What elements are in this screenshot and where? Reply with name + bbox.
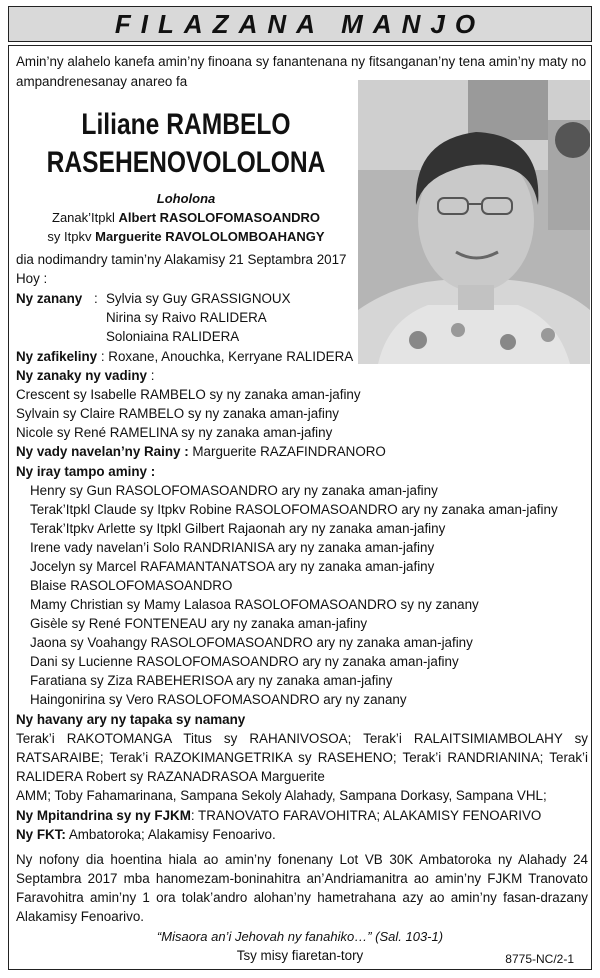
stepchildren-heading (16, 366, 154, 385)
header-title: FILAZANA MANJO (114, 9, 486, 39)
mother-line (16, 228, 356, 246)
grandchildren-line (16, 347, 353, 366)
rainy-spouse-label: Ny vady navelan’ny Rainy : (16, 444, 189, 459)
portrait-image (358, 80, 590, 364)
fkt-label: Ny FKT: (16, 827, 66, 842)
closing-sign: Tsy misy fiaretan-tory (236, 948, 364, 963)
fkt-line (16, 825, 276, 844)
sibling-item: Jaona sy Voahangy RASOLOFOMASOANDRO ary ny zanaka aman-jafiny (30, 635, 473, 650)
child-item: Soloniaina RALIDERA (106, 329, 240, 344)
child-item: Sylvia sy Guy GRASSIGNOUX (106, 291, 291, 306)
portrait-photo (358, 80, 590, 364)
death-notice: dia nodimandry tamin’ny Alakamisy 21 Septambra 2017 (16, 252, 347, 267)
rainy-spouse-value: Marguerite RAZAFINDRANORO (188, 444, 386, 459)
sibling-item: Blaise RASOLOFOMASOANDRO (30, 578, 233, 593)
sibling-item: Gisèle sy René FONTENEAU ary ny zanaka aman-jafiny (30, 616, 368, 631)
fkt-value: Ambatoroka; Alakamisy Fenoarivo. (65, 827, 276, 842)
scripture-quote (0, 929, 600, 944)
sibling-item: Mamy Christian sy Mamy Lalasoa RASOLOFOMASOANDRO sy ny zanany (30, 597, 479, 612)
fjkm-label: Ny Mpitandrina sy ny FJKM (16, 808, 191, 823)
sibling-item: Faratiana sy Ziza RABEHERISOA ary ny zanaka aman-jafiny (30, 673, 393, 688)
mother-prefix: sy Itpkv (47, 229, 92, 244)
father-line (16, 209, 356, 227)
relatives-label: Ny havany ary ny tapaka sy namany (16, 712, 246, 727)
father-name: Albert RASOLOFOMASOANDRO (118, 210, 320, 225)
stepchild-item: Sylvain sy Claire RAMBELO sy ny zanaka aman-jafiny (16, 406, 339, 421)
sibling-item: Irene vady navelan’i Solo RANDRIANISA ary ny zanaka aman-jafiny (30, 540, 435, 555)
grandchildren-value: : Roxane, Anouchka, Kerryane RALIDERA (97, 349, 354, 364)
deceased-name-line2: RASEHENOVOLOLONA (46, 146, 326, 179)
sibling-item: Henry sy Gun RASOLOFOMASOANDRO ary ny zanaka aman-jafiny (30, 483, 438, 498)
deceased-role: Loholona (156, 191, 216, 206)
funeral-details: Ny nofony dia hoentina hiala ao amin’ny fonenany Lot VB 30K Ambatoroka ny Alahady 24 Septambra 2017 mba hanomezam-boninahitra an’Andriamanitra ao amin’ny FJKM Tranovato Faravohitra amin’ny 1 ora tolak’andro alohan’ny hametrahana azy ao amin’ny fasan-drazany Alakamisy Fenoarivo. (16, 852, 588, 924)
fjkm-line (16, 806, 541, 825)
stepchild-item: Crescent sy Isabelle RAMBELO sy ny zanaka aman-jafiny (16, 387, 361, 402)
hoy-label: Hoy : (16, 271, 48, 286)
rainy-spouse-line (16, 442, 386, 461)
relatives-text: Terak’i RAKOTOMANGA Titus sy RAHANIVOSOA; Terak’i RALAITSIMIAMBOLAHY sy RATSARAIBE; Terak’i RAZOKIMANGETRIKA sy RASEHENO; Terak’i RANDRIANINA; Terak’i RALIDERA Robert sy RAZANADRASOA Marguerite (16, 731, 588, 784)
children-colon: : (94, 291, 98, 306)
sibling-item: Terak’Itpkl Claude sy Itpkv Robine RASOLOFOMASOANDRO ary ny zanaka aman-jafiny (30, 502, 558, 517)
deceased-name-line1: Liliane RAMBELO (81, 108, 291, 141)
father-prefix: Zanak’Itpkl (52, 210, 115, 225)
header-banner (8, 6, 592, 42)
sibling-item: Jocelyn sy Marcel RAFAMANTANATSOA ary ny zanaka aman-jafiny (30, 559, 435, 574)
child-item: Nirina sy Raivo RALIDERA (106, 310, 267, 325)
stepchildren-suffix: : (147, 368, 155, 383)
fjkm-value: : TRANOVATO FARAVOHITRA; ALAKAMISY FENOARIVO (190, 808, 542, 823)
stepchildren-label: Ny zanaky ny vadiny (16, 368, 147, 383)
reference-code: 8775-NC/2-1 (505, 952, 574, 966)
mother-name: Marguerite RAVOLOLOMBOAHANGY (95, 229, 325, 244)
siblings-label: Ny iray tampo aminy : (16, 464, 156, 479)
quote-text: “Misaora an’i Jehovah ny fanahiko…” (156, 929, 372, 944)
sibling-item: Dani sy Lucienne RASOLOFOMASOANDRO ary ny zanaka aman-jafiny (30, 654, 459, 669)
grandchildren-label: Ny zafikeliny (16, 349, 98, 364)
stepchild-item: Nicole sy René RAMELINA sy ny zanaka aman-jafiny (16, 425, 333, 440)
quote-ref: (Sal. 103-1) (371, 929, 444, 944)
sibling-item: Terak’Itpkv Arlette sy Itpkl Gilbert Rajaonah ary ny zanaka aman-jafiny (30, 521, 446, 536)
children-label: Ny zanany (16, 291, 83, 306)
relatives-groups: AMM; Toby Fahamarinana, Sampana Sekoly Alahady, Sampana Dorkasy, Sampana VHL; (16, 788, 547, 803)
sibling-item: Haingonirina sy Vero RASOLOFOMASOANDRO ary ny zanany (30, 692, 407, 707)
intro-text: Amin’ny alahelo kanefa amin’ny finoana sy fanantenana ny fitsanganan’ny tena amin’ny maty no ampandrenesanay anareo fa (16, 54, 587, 89)
